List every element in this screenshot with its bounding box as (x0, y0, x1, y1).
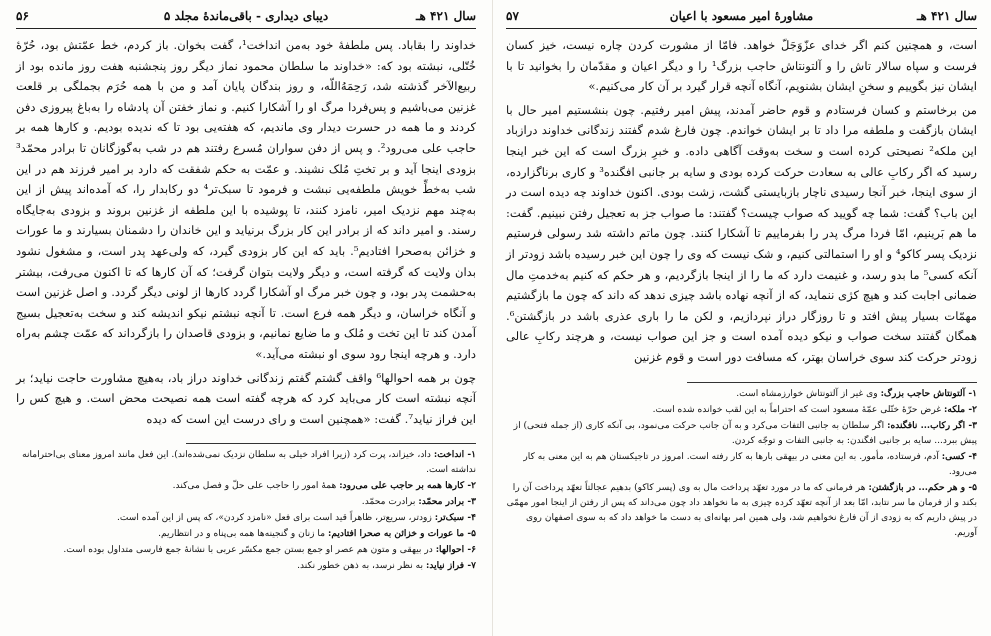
footnote-term: ۱- آلتونتاش حاجب بزرگ: (880, 387, 977, 399)
footnote-text: برادرت محمّد. (361, 497, 416, 508)
right-paragraph-1: است، و همچنین کنم اگر خدای عزّوَجَلّ خواهد. فامّا از مشورت کردن چاره نیست، خیز کسان فرست و سپاه سالار تاش را و آلتونتاش حاجب بزرگ¹ را و دیگر اعیان و مقدّمان را بخوانید تا با ایشان نیز بگوییم و سخنِ ایشان بشنویم، آنگاه آنچه قرار گیرد بر آن کار می‌کنیم.» (506, 38, 977, 94)
left-paragraph-1: خداوند را بقاباد. پس ملطفهٔ خود به‌من انداخت¹، گفت بخوان. باز کردم، خط عمّتش بود، حُرّهٔ خُتّلی، نبشته بود که: «خداوند ما سلطان محمود نماز دیگر روز پنجشنبه هفت روز مانده بود از ربیع‌الآخر گذشته شد، رَحِمَهُ‌اللّه، و روز بندگان پایان آمد و من با همه حُرَم بجملگی بر قلعت غزنین می‌باشیم و پس‌فردا مرگ او را آشکارا کنیم. و نماز خفتن آن پادشاه را به‌باغ پیروزی دفن کردند و ما همه در حسرت دیدار وی ماندیم، که هفته‌یی بود تا که ندیده بودیم. و کارها همه بر حاجب علی می‌رود². و پس از دفن سواران مُسرع رفتند هم در شب به‌گوزگانان تا برادر محمّد³ بزودی اینجا آید و بر تختِ مُلک نشیند. و عمّت به حکم شفقت که دارد بر امیر فرزند هم در این شب به‌خطِّ خویش ملطفه‌یی نبشت و فرمود تا سبک‌تر⁴ دو رکابدار را، که آمده‌اند پیش از این به‌چند مهم نزدیک امیر، نامزد کنند، تا پوشیده با این ملطفه از غزنین بروند و بزودی به‌جایگاه رسند. و امیر داند که از برادر این کار بزرگ برنیاید و این خاندان را دشمنان بسیارند و ما عورات و خزائن به‌صحرا افتادیم⁵. باید که این کار بزودی گیرد، که ولی‌عهد پدر است، و مشغول نشود بدان ولایت که گرفته است، و دیگر ولایت بتوان گرفت؛ که آن کارها که تا اکنون می‌رفت، بیشتر به‌حشمت پدر بود، و چون خبر مرگ او آشکارا گردد کارها از لونی دیگر گردد. و اصل غزنین است و آنگاه خراسان، و دیگر همه فرع است. تا آنچه نبشتم نیکو اندیشه کند و سخت به‌تعجیل بسیج آمدن کند تا این تخت و مُلک و ما ضایع نمانیم، و بزودی قاصدان را بازگرداند که عمّت چشم به‌راه دارد. و هرچه اینجا رود سوی او نبشته می‌آید.» (16, 38, 476, 361)
footnote (506, 480, 977, 541)
left-page-header (16, 6, 476, 29)
footnote-term: ۷- فراز نیاید: (426, 560, 476, 572)
right-footnotes (506, 386, 977, 541)
footnote-term: ۵- ما عورات و خزائن به صحرا افتادیم: (327, 528, 476, 540)
footnote (16, 494, 476, 510)
footnote (506, 418, 977, 449)
footnote (506, 449, 977, 480)
footnote (506, 402, 977, 418)
left-page-year: سال ۴۲۱ هـ (416, 9, 476, 23)
footnote (506, 386, 977, 402)
left-page (0, 0, 492, 636)
footnote-text: داد، خیزاند، پرت کرد (زیرا افراد خیلی به سلطان نزدیک نمی‌شده‌اند). این فعل مانند امروز معنای بی‌احترامانه نداشته است. (22, 450, 476, 476)
footnote-term: ۲- کارها همه بر حاجب علی می‌رود: (339, 480, 476, 492)
left-footnotes (16, 447, 476, 574)
right-paragraph-2: من برخاستم و کسان فرستادم و قوم حاضر آمدند، پیش امیر رفتیم. چون بنشستیم امیر حال با ایشان بازگفت و ملطفه مرا داد تا بر ایشان خواندم. چون فارغ شدم گفتند زندگانی خداوند درازباد این ملکه² نصیحتی کرده است و سخت به‌وقت آگاهی داده. و خبرِ بزرگ است که این خبر اینجا رسید که اگر رکابِ عالی به سعادت حرکت کرده بودی و سایه بر جانبی افگنده³ و کاری برناگزارده، از سوی اینجا، خبر آنجا رسیدی ناچار بازبایستی گشت، زشت بودی. اکنون خداوند چه دیده است در این باب؟ گفت: شما چه گویید که صواب چیست؟ گفتند: ما صواب جز به تعجیل رفتن نبینیم. گفت: ما هم بَرینیم، امّا فردا مرگ پدر را بفرماییم تا آشکارا کنند. چون ماتم داشته شد رسولی فرستیم نزدیک پسر کاکو⁴ و او را استمالتی کنیم، و شک نیست که وی را چون این خبر رسیده باشد زودتر از آنکه کسی⁵ ما بدو رسد، و غنیمت دارد که ما را از اینجا بازگردیم، و هر حکم که کنیم به‌خدمتِ مال ضمانی اجابت کند و هیچ کژی ننماید، که از آنچه نهاده باشد چیزی ندهد که داند که چون ما بازگشتیم مهمّات بسیار پیش افتد و تا روزگار دراز نپردازیم، و لکن ما را باری عذری باشد در بازگشتن⁶. همگان گفتند سخت صواب و نیکو دیده آمده است و جز این صواب نیست، و هرچند رکابِ عالی زودتر حرکت کند سوی خراسان بهتر، که مسافت دور است و قوم غزنین (506, 102, 977, 364)
right-page-year: سال ۴۲۱ هـ (917, 9, 977, 23)
footnote-term: ۲- ملکه: (944, 403, 977, 415)
left-page-number: ۵۶ (16, 9, 29, 23)
footnote (16, 526, 476, 542)
footnote-text: در بیهقی و متون هم عصر او جمع بستن جمع مکسّر عربی با نشانهٔ جمع فارسی متداول بوده است. (63, 545, 433, 556)
footnote-term: ۴- کسی: (941, 450, 977, 462)
left-paragraph-2: چون بر همه احوالها⁶ واقف گشتم گفتم زندگانی خداوند دراز باد، به‌هیچ مشاورت حاجت نیاید؛ بر آنچه نبشته است کار می‌باید کرد که هرچه گفته است همه نصیحت محض است. و هیچ کس را این فراز نیاید⁷. گفت: «همچنین است و رای درست این است که دیده (16, 370, 476, 426)
footnote-text: همهٔ امور را حاجب علی حلّ و فصل می‌کند. (172, 481, 337, 492)
footnote-text: هر فرمانی که ما در مورد تعهّد پرداخت مال به وی (پسر کاکو) بدهیم عجالتاً تعهّد پرداخت آن را بکند و از فرمان ما سر نتابد، امّا بعد از آنچه تعهّد کرده چیزی به ما نخواهد داد چون می‌داند که پس از رفتن از اینجا امور مهمّی در پیش داریم که به زودی از آن فارغ نخواهیم شد، ولی همین امر بهانه‌ای به دست ما خواهد داد که به سوی اصفهان روی آوریم. (506, 482, 977, 538)
footnote-text: وی غیر از آلتونتاش خوارزمشاه است. (736, 388, 878, 399)
right-page-number: ۵۷ (506, 9, 519, 23)
footnote-term: ۳- برادر محمّد: (418, 496, 476, 508)
footnote-term: ۳- اگر رکاب... نافگنده: (887, 419, 977, 431)
footnote-term: ۵- و هر حکم... در بازگشتن: (868, 481, 977, 493)
right-page-running-title: مشاورهٔ امیر مسعود با اعیان (669, 9, 814, 23)
footnote-text: ما زنان و گنجینه‌ها همه بی‌پناه و در انتظاریم. (158, 529, 326, 540)
right-page-body (506, 35, 977, 368)
footnote (16, 558, 476, 574)
footnote (16, 510, 476, 526)
footnote-text: غرض حرّهٔ ختّلی عمّهٔ مسعود است که احتراماً به این لقب خوانده شده است. (652, 404, 942, 415)
footnote-text: زودتر، سریع‌تر، ظاهراً قید است برای فعل «نامزد کردن»، که پس از این آمده است. (116, 513, 432, 524)
right-page (492, 0, 991, 636)
footnote-text: اگر سلطان به جانبی التفات می‌کرد و به آن جانب حرکت می‌نمود، بی آنکه کاری (از جمله فتحی) از پیش ببرد... سایه بر جانبی افگندن: به جانبی التفات و توجّه کردن. (513, 420, 977, 446)
footnote (16, 478, 476, 494)
footnote-text: به نظر نرسد، به ذهن خطور نکند. (297, 561, 424, 572)
left-page-running-title: دیبای دیداری - باقی‌ماندهٔ مجلد ۵ (163, 9, 329, 23)
right-footnote-rule (687, 382, 977, 383)
footnote-term: ۱- انداخت: (433, 449, 476, 461)
footnote-term: ۶- احوالها: (435, 544, 476, 556)
left-footnote-rule (186, 443, 476, 444)
left-page-body (16, 35, 476, 429)
right-page-header (506, 6, 977, 29)
footnote (16, 447, 476, 478)
footnote (16, 542, 476, 558)
footnote-text: آدم، فرستاده، مأمور. به این معنی در بیهقی بارها به کار رفته است. امروز در تاجیکستان هم به این معنی به کار می‌رود. (523, 451, 977, 477)
footnote-term: ۴- سبک‌تر: (434, 512, 476, 524)
